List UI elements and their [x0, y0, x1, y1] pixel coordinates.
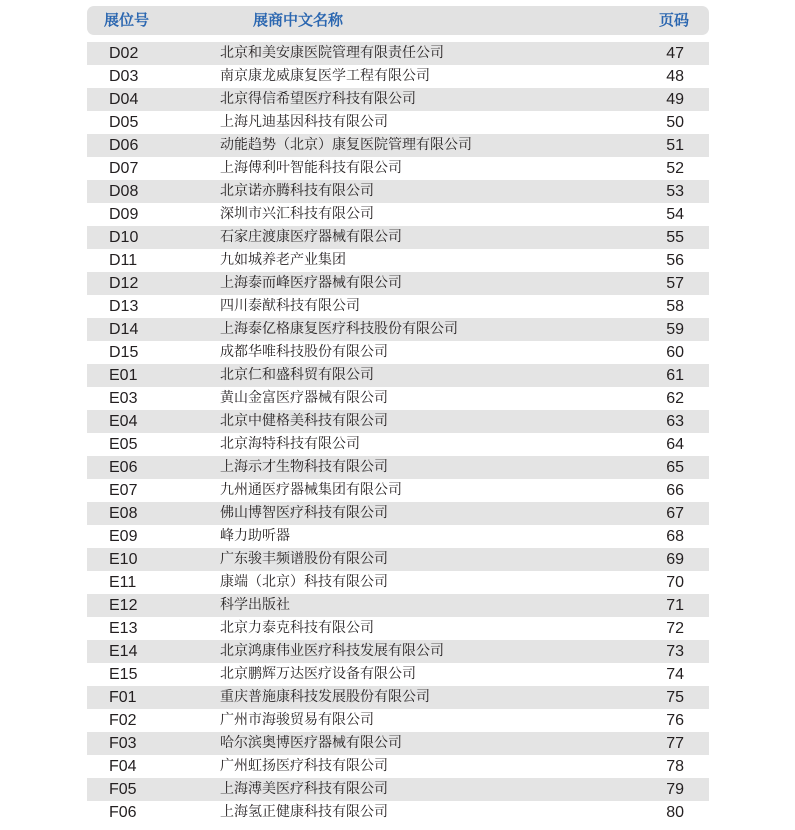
- booth-cell: F02: [109, 712, 137, 729]
- exhibitor-name-cell: 佛山博智医疗科技有限公司: [220, 505, 388, 521]
- header-page-number: 页码: [658, 11, 689, 29]
- booth-cell: E14: [109, 643, 138, 660]
- table-row: [87, 479, 709, 502]
- page-number-cell: 80: [666, 804, 684, 821]
- exhibitor-name-cell: 北京得信希望医疗科技有限公司: [220, 91, 416, 107]
- table-row: [87, 180, 709, 203]
- exhibitor-name-cell: 九如城养老产业集团: [220, 252, 346, 268]
- table-row: [87, 203, 709, 226]
- table-row: [87, 732, 709, 755]
- exhibitor-name-cell: 北京鸿康伟业医疗科技发展有限公司: [220, 643, 444, 659]
- page-number-cell: 75: [666, 689, 684, 706]
- booth-cell: E05: [109, 436, 138, 453]
- exhibitor-name-cell: 广州虹扬医疗科技有限公司: [220, 758, 388, 774]
- exhibitor-name-cell: 九州通医疗器械集团有限公司: [220, 482, 402, 498]
- table-row: [87, 502, 709, 525]
- table-row: [87, 226, 709, 249]
- table-row: [87, 295, 709, 318]
- page-number-cell: 72: [666, 620, 684, 637]
- booth-cell: E09: [109, 528, 138, 545]
- exhibitor-name-cell: 南京康龙威康复医学工程有限公司: [220, 68, 430, 84]
- exhibitor-name-cell: 石家庄渡康医疗器械有限公司: [220, 229, 402, 245]
- page-number-cell: 61: [666, 367, 684, 384]
- booth-cell: E13: [109, 620, 138, 637]
- table-row: [87, 709, 709, 732]
- table-row: [87, 65, 709, 88]
- exhibitor-name-cell: 科学出版社: [220, 597, 290, 613]
- booth-cell: D06: [109, 137, 139, 154]
- page-number-cell: 79: [666, 781, 684, 798]
- exhibitor-name-cell: 上海溥美医疗科技有限公司: [220, 781, 388, 797]
- exhibitor-name-cell: 上海泰而峰医疗器械有限公司: [220, 275, 402, 291]
- exhibitor-name-cell: 黄山金富医疗器械有限公司: [220, 390, 388, 406]
- booth-cell: D05: [109, 114, 139, 131]
- page-number-cell: 49: [666, 91, 684, 108]
- page-number-cell: 51: [666, 137, 684, 154]
- page-number-cell: 54: [666, 206, 684, 223]
- exhibitor-name-cell: 重庆普施康科技发展股份有限公司: [220, 689, 430, 705]
- booth-cell: E11: [109, 574, 137, 591]
- exhibitor-name-cell: 四川泰猷科技有限公司: [220, 298, 360, 314]
- table-row: [87, 778, 709, 801]
- booth-cell: E03: [109, 390, 138, 407]
- table-row: [87, 548, 709, 571]
- booth-cell: E10: [109, 551, 138, 568]
- exhibitor-name-cell: 广州市海骏贸易有限公司: [220, 712, 374, 728]
- page-number-cell: 62: [666, 390, 684, 407]
- page-number-cell: 63: [666, 413, 684, 430]
- exhibitor-name-cell: 广东骏丰频谱股份有限公司: [220, 551, 388, 567]
- booth-cell: D04: [109, 91, 139, 108]
- booth-cell: F05: [109, 781, 137, 798]
- booth-cell: F06: [109, 804, 137, 821]
- exhibitor-name-cell: 上海泰亿格康复医疗科技股份有限公司: [220, 321, 458, 337]
- table-row: [87, 387, 709, 410]
- exhibitor-name-cell: 上海凡迪基因科技有限公司: [220, 114, 388, 130]
- table-row: [87, 617, 709, 640]
- exhibitor-name-cell: 北京海特科技有限公司: [220, 436, 360, 452]
- table-row: [87, 571, 709, 594]
- page-number-cell: 56: [666, 252, 684, 269]
- booth-cell: D03: [109, 68, 139, 85]
- booth-cell: D12: [109, 275, 139, 292]
- page-number-cell: 74: [666, 666, 684, 683]
- booth-cell: D15: [109, 344, 139, 361]
- booth-cell: E06: [109, 459, 138, 476]
- table-row: [87, 157, 709, 180]
- exhibitor-name-cell: 哈尔滨奥博医疗器械有限公司: [220, 735, 402, 751]
- booth-cell: E01: [109, 367, 138, 384]
- table-row: [87, 111, 709, 134]
- exhibitor-name-cell: 康端（北京）科技有限公司: [220, 574, 388, 590]
- booth-cell: E04: [109, 413, 138, 430]
- page-number-cell: 52: [666, 160, 684, 177]
- table-row: [87, 272, 709, 295]
- table-row: [87, 410, 709, 433]
- exhibitor-name-cell: 北京诺亦腾科技有限公司: [220, 183, 374, 199]
- table-row: [87, 663, 709, 686]
- page-number-cell: 60: [666, 344, 684, 361]
- exhibitor-name-cell: 成都华唯科技股份有限公司: [220, 344, 388, 360]
- page-number-cell: 57: [666, 275, 684, 292]
- exhibitor-name-cell: 北京力泰克科技有限公司: [220, 620, 374, 636]
- page-number-cell: 73: [666, 643, 684, 660]
- booth-cell: D08: [109, 183, 139, 200]
- table-row: [87, 755, 709, 778]
- booth-cell: D13: [109, 298, 139, 315]
- table-row: [87, 640, 709, 663]
- page-number-cell: 65: [666, 459, 684, 476]
- table-row: [87, 88, 709, 111]
- page-number-cell: 50: [666, 114, 684, 131]
- header-exhibitor-name: 展商中文名称: [253, 11, 344, 29]
- page-number-cell: 48: [666, 68, 684, 85]
- table-row: [87, 364, 709, 387]
- exhibitor-name-cell: 上海氢正健康科技有限公司: [220, 804, 388, 820]
- page-number-cell: 71: [666, 597, 684, 614]
- page-number-cell: 66: [666, 482, 684, 499]
- header-booth-number: 展位号: [104, 11, 150, 29]
- table-row: [87, 525, 709, 548]
- booth-cell: D09: [109, 206, 139, 223]
- table-header: [87, 6, 709, 35]
- exhibitor-name-cell: 深圳市兴汇科技有限公司: [220, 206, 374, 222]
- page-number-cell: 69: [666, 551, 684, 568]
- page-number-cell: 64: [666, 436, 684, 453]
- booth-cell: D14: [109, 321, 139, 338]
- page-number-cell: 76: [666, 712, 684, 729]
- exhibitor-table: [87, 42, 709, 824]
- page-number-cell: 58: [666, 298, 684, 315]
- page-number-cell: 70: [666, 574, 684, 591]
- page-number-cell: 55: [666, 229, 684, 246]
- page-number-cell: 47: [666, 45, 684, 62]
- booth-cell: E15: [109, 666, 138, 683]
- exhibitor-name-cell: 北京仁和盛科贸有限公司: [220, 367, 374, 383]
- exhibitor-name-cell: 北京中健格美科技有限公司: [220, 413, 388, 429]
- table-row: [87, 42, 709, 65]
- booth-cell: D11: [109, 252, 138, 269]
- page-number-cell: 59: [666, 321, 684, 338]
- booth-cell: E08: [109, 505, 138, 522]
- exhibitor-name-cell: 北京鹏辉万达医疗设备有限公司: [220, 666, 416, 682]
- page-number-cell: 53: [666, 183, 684, 200]
- booth-cell: F04: [109, 758, 137, 775]
- booth-cell: E07: [109, 482, 138, 499]
- booth-cell: D10: [109, 229, 139, 246]
- exhibitor-name-cell: 峰力助听器: [220, 528, 290, 544]
- page-number-cell: 67: [666, 505, 684, 522]
- table-row: [87, 318, 709, 341]
- booth-cell: D07: [109, 160, 139, 177]
- table-row: [87, 594, 709, 617]
- table-row: [87, 456, 709, 479]
- exhibitor-name-cell: 动能趋势（北京）康复医院管理有限公司: [220, 137, 472, 153]
- table-row: [87, 686, 709, 709]
- exhibitor-name-cell: 北京和美安康医院管理有限责任公司: [220, 45, 444, 61]
- table-row: [87, 433, 709, 456]
- booth-cell: D02: [109, 45, 139, 62]
- booth-cell: F01: [109, 689, 137, 706]
- table-row: [87, 341, 709, 364]
- table-row: [87, 249, 709, 272]
- booth-cell: E12: [109, 597, 138, 614]
- page-number-cell: 68: [666, 528, 684, 545]
- exhibitor-name-cell: 上海示才生物科技有限公司: [220, 459, 388, 475]
- exhibitor-name-cell: 上海傅利叶智能科技有限公司: [220, 160, 402, 176]
- page-number-cell: 78: [666, 758, 684, 775]
- booth-cell: F03: [109, 735, 137, 752]
- page-number-cell: 77: [666, 735, 684, 752]
- table-row: [87, 801, 709, 824]
- table-row: [87, 134, 709, 157]
